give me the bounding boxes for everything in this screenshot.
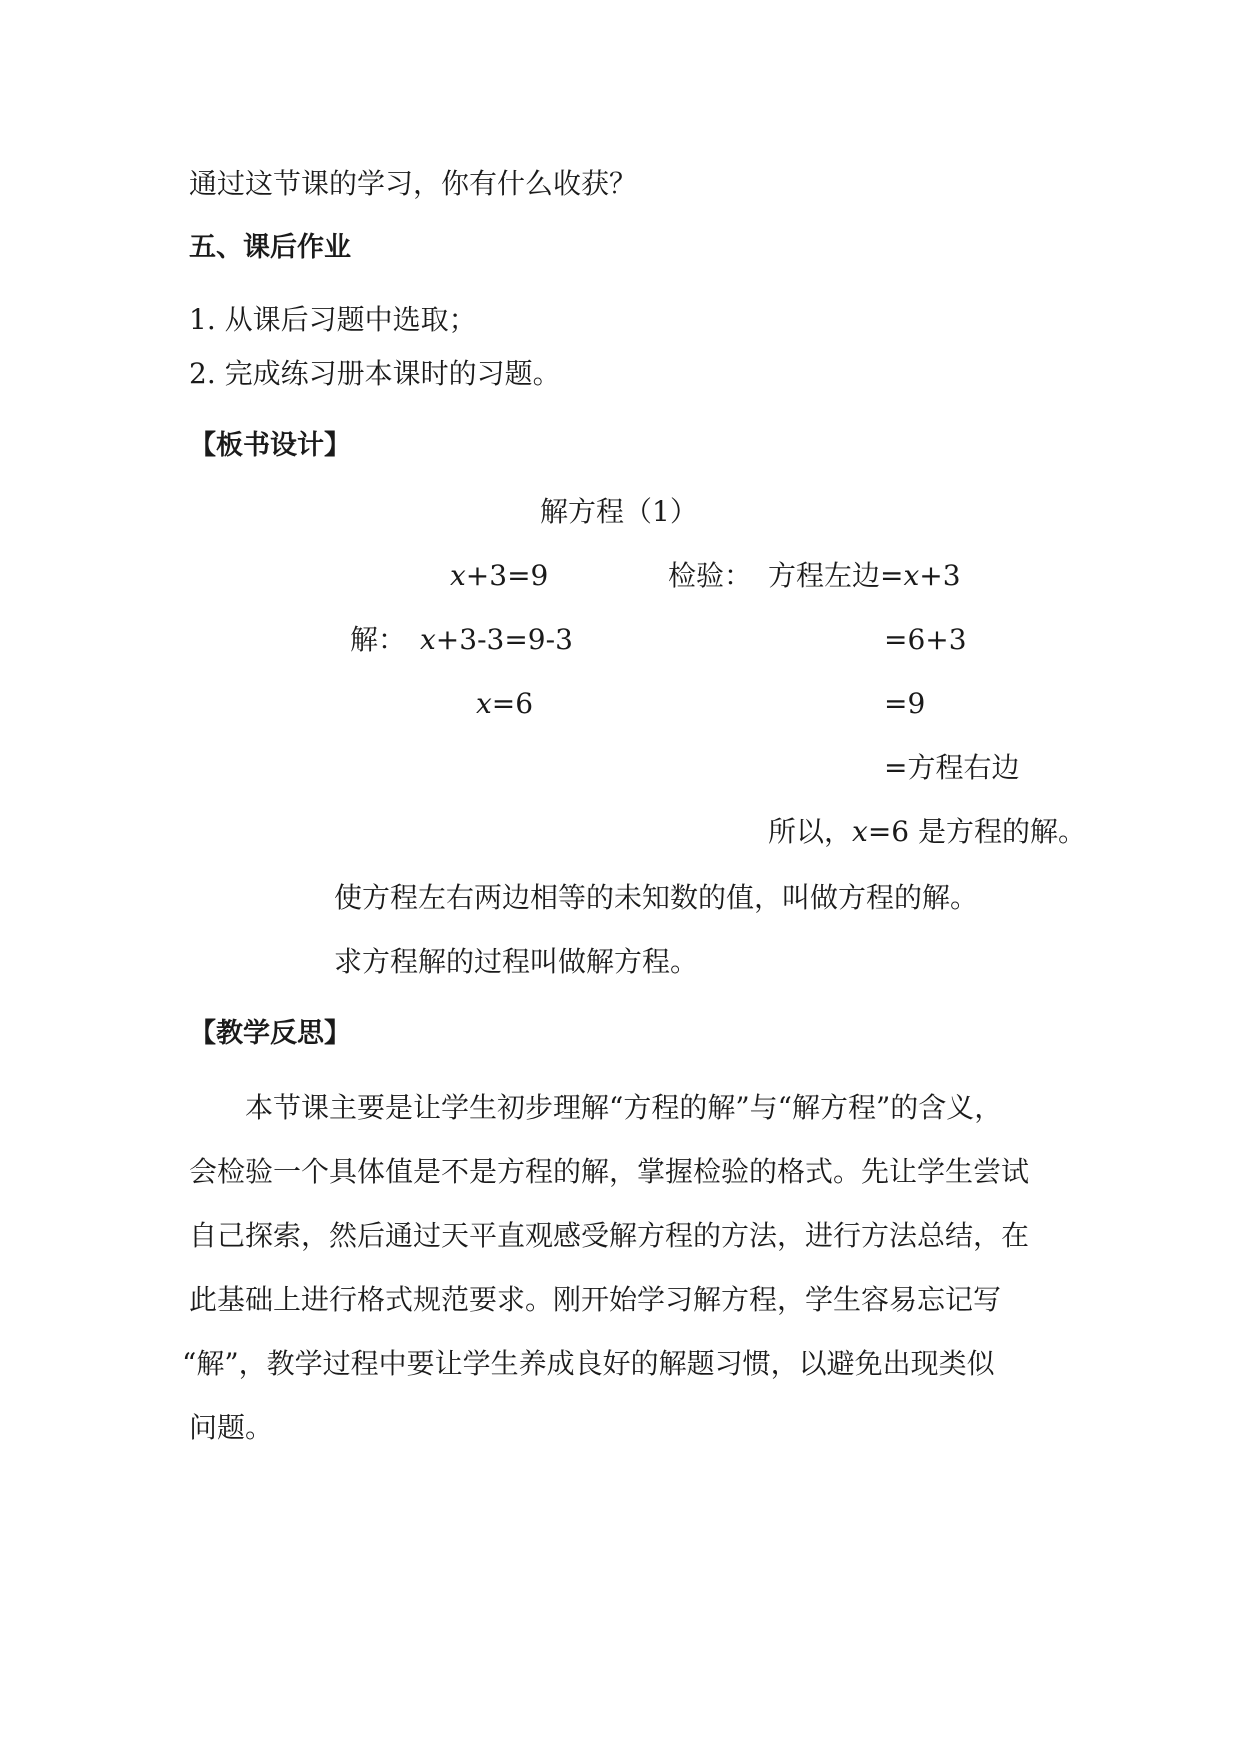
reflection-line-2: 会检验一个具体值是不是方程的解，掌握检验的格式。先让学生尝试 bbox=[189, 1155, 1030, 1188]
check-line-1 bbox=[768, 558, 961, 594]
check-conclusion-post: =6 是方程的解。 bbox=[867, 815, 1086, 848]
reflection-line-6: 问题。 bbox=[189, 1411, 274, 1444]
check-label: 检验： bbox=[668, 559, 753, 592]
variable-x: x bbox=[450, 559, 466, 592]
reflection-line-5: “解”，教学过程中要让学生养成良好的解题习惯，以避免出现类似 bbox=[182, 1347, 995, 1380]
equation-line-1 bbox=[450, 558, 548, 594]
check-line-1-text: 方程左边= bbox=[768, 559, 904, 592]
variable-x: x bbox=[852, 815, 868, 848]
equation-line-3-rest: =6 bbox=[491, 687, 534, 720]
board-title: 解方程（1） bbox=[540, 495, 698, 528]
check-conclusion-pre: 所以， bbox=[768, 815, 853, 848]
reflection-line-4: 此基础上进行格式规范要求。刚开始学习解方程，学生容易忘记写 bbox=[189, 1283, 1002, 1316]
summary-question: 通过这节课的学习，你有什么收获？ bbox=[189, 167, 638, 200]
equation-line-1-rest: +3=9 bbox=[465, 559, 549, 592]
homework-item-1: 1. 从课后习题中选取； bbox=[189, 303, 477, 336]
homework-item-2: 2. 完成练习册本课时的习题。 bbox=[189, 357, 561, 390]
check-conclusion bbox=[768, 814, 1086, 850]
equation-line-3 bbox=[476, 686, 533, 722]
variable-x: x bbox=[420, 623, 436, 656]
check-line-1-rest: +3 bbox=[919, 559, 961, 592]
equation-line-2 bbox=[420, 622, 573, 658]
homework-heading: 五、课后作业 bbox=[189, 232, 351, 263]
reflection-line-3: 自己探索，然后通过天平直观感受解方程的方法，进行方法总结，在 bbox=[189, 1219, 1030, 1252]
variable-x: x bbox=[476, 687, 492, 720]
variable-x: x bbox=[903, 559, 920, 592]
reflection-heading: 【教学反思】 bbox=[189, 1018, 351, 1049]
equation-line-2-rest: +3-3=9-3 bbox=[435, 623, 573, 656]
reflection-line-1: 本节课主要是让学生初步理解“方程的解”与“解方程”的含义， bbox=[245, 1091, 1003, 1124]
solve-label: 解： bbox=[350, 623, 407, 656]
definition-solving: 求方程解的过程叫做解方程。 bbox=[334, 945, 699, 978]
check-line-4: =方程右边 bbox=[884, 751, 1020, 784]
board-design-heading: 【板书设计】 bbox=[189, 430, 351, 461]
check-line-3: =9 bbox=[884, 687, 926, 720]
definition-solution: 使方程左右两边相等的未知数的值，叫做方程的解。 bbox=[334, 881, 979, 914]
check-line-2: =6+3 bbox=[884, 623, 967, 656]
